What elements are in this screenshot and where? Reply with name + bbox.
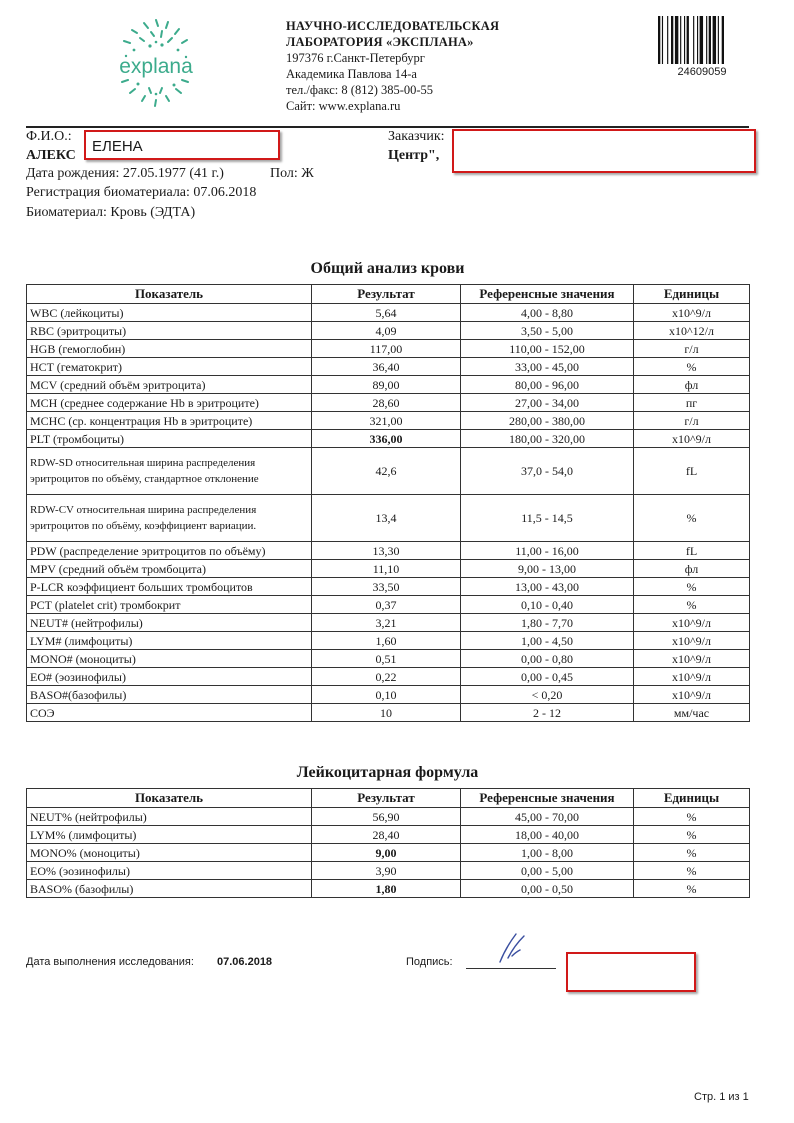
row-reference: 0,00 - 0,45	[461, 668, 634, 686]
row-reference: 1,80 - 7,70	[461, 614, 634, 632]
row-result: 0,37	[312, 596, 461, 614]
row-result: 56,90	[312, 808, 461, 826]
row-result: 33,50	[312, 578, 461, 596]
row-parameter: BASO% (базофилы)	[27, 880, 312, 898]
row-result: 36,40	[312, 358, 461, 376]
row-parameter: MONO# (моноциты)	[27, 650, 312, 668]
table-row	[27, 614, 750, 632]
row-result: 28,40	[312, 826, 461, 844]
row-unit: пг	[634, 394, 750, 412]
row-unit: %	[634, 596, 750, 614]
table-row	[27, 560, 750, 578]
table-row	[27, 430, 750, 448]
row-reference: 45,00 - 70,00	[461, 808, 634, 826]
row-result: 336,00	[312, 430, 461, 448]
row-result: 1,60	[312, 632, 461, 650]
row-reference: 9,00 - 13,00	[461, 560, 634, 578]
customer-center: Центр",	[388, 148, 440, 163]
row-unit: x10^9/л	[634, 650, 750, 668]
table-row	[27, 358, 750, 376]
row-unit: x10^12/л	[634, 322, 750, 340]
col-header-result: Результат	[312, 285, 461, 304]
table-row	[27, 650, 750, 668]
lab-name-line2: ЛАБОРАТОРИЯ «ЭКСПЛАНА»	[286, 35, 474, 49]
row-unit: мм/час	[634, 704, 750, 722]
row-reference: 4,00 - 8,80	[461, 304, 634, 322]
table-row	[27, 412, 750, 430]
row-parameter: PDW (распределение эритроцитов по объёму)	[27, 542, 312, 560]
row-result: 117,00	[312, 340, 461, 358]
row-parameter: MCH (среднее содержание Hb в эритроците)	[27, 394, 312, 412]
row-unit: г/л	[634, 412, 750, 430]
table-row	[27, 376, 750, 394]
leuko-title: Лейкоцитарная формула	[296, 764, 479, 781]
row-unit: x10^9/л	[634, 430, 750, 448]
table-row	[27, 448, 750, 495]
col-header-result: Результат	[312, 789, 461, 808]
row-unit: x10^9/л	[634, 668, 750, 686]
table-row	[27, 596, 750, 614]
row-reference: 27,00 - 34,00	[461, 394, 634, 412]
row-reference: 33,00 - 45,00	[461, 358, 634, 376]
row-parameter: MPV (средний объём тромбоцита)	[27, 560, 312, 578]
row-result: 1,80	[312, 880, 461, 898]
row-parameter: NEUT% (нейтрофилы)	[27, 808, 312, 826]
row-result: 28,60	[312, 394, 461, 412]
phone-line: тел./факс: 8 (812) 385-00-55	[286, 83, 434, 97]
row-unit: %	[634, 495, 750, 542]
row-parameter: MONO% (моноциты)	[27, 844, 312, 862]
table-row	[27, 632, 750, 650]
address-line1: 197376 г.Санкт-Петербург	[286, 51, 425, 65]
signature-line	[466, 968, 556, 969]
cbc-title: Общий анализ крови	[310, 260, 465, 277]
row-reference: 11,00 - 16,00	[461, 542, 634, 560]
row-reference: 13,00 - 43,00	[461, 578, 634, 596]
row-parameter: LYM% (лимфоциты)	[27, 826, 312, 844]
redacted-customer-box	[452, 129, 756, 173]
row-result: 0,10	[312, 686, 461, 704]
table-row	[27, 668, 750, 686]
row-reference: 0,00 - 0,50	[461, 880, 634, 898]
col-header-units: Единицы	[634, 285, 750, 304]
row-parameter: NEUT# (нейтрофилы)	[27, 614, 312, 632]
row-unit: fL	[634, 448, 750, 495]
row-result: 42,6	[312, 448, 461, 495]
completion-date-label: Дата выполнения исследования:	[26, 956, 194, 968]
row-reference: 3,50 - 5,00	[461, 322, 634, 340]
barcode-number: 24609059	[677, 66, 727, 78]
row-result: 11,10	[312, 560, 461, 578]
row-reference: 0,00 - 0,80	[461, 650, 634, 668]
table-row	[27, 322, 750, 340]
row-unit: x10^9/л	[634, 304, 750, 322]
lab-name-line1: НАУЧНО-ИССЛЕДОВАТЕЛЬСКАЯ	[286, 19, 500, 33]
row-parameter: MCHC (ср. концентрация Hb в эритроците)	[27, 412, 312, 430]
page-number: Стр. 1 из 1	[694, 1091, 749, 1103]
row-result: 5,64	[312, 304, 461, 322]
row-unit: %	[634, 880, 750, 898]
row-parameter: СОЭ	[27, 704, 312, 722]
table-row	[27, 686, 750, 704]
table-row	[27, 578, 750, 596]
address-line2: Академика Павлова 14-а	[286, 67, 417, 81]
fio-label: Ф.И.О.:	[26, 129, 72, 144]
row-reference: 1,00 - 4,50	[461, 632, 634, 650]
biomaterial: Биоматериал: Кровь (ЭДТА)	[26, 205, 196, 220]
row-parameter: PCT (platelet crit) тромбокрит	[27, 596, 312, 614]
row-parameter: HGB (гемоглобин)	[27, 340, 312, 358]
row-reference: 0,10 - 0,40	[461, 596, 634, 614]
row-result: 4,09	[312, 322, 461, 340]
table-row	[27, 542, 750, 560]
cbc-table	[26, 284, 750, 722]
col-header-parameter: Показатель	[27, 789, 312, 808]
row-result: 13,30	[312, 542, 461, 560]
table-row	[27, 340, 750, 358]
patient-sex: Пол: Ж	[270, 166, 314, 181]
logo-text: explana	[119, 55, 193, 78]
row-reference: 0,00 - 5,00	[461, 862, 634, 880]
row-result: 10	[312, 704, 461, 722]
row-parameter: RDW-SD относительная ширина распределения эритроцитов по объёму, стандартное отклонение	[27, 448, 312, 495]
birth-date: Дата рождения: 27.05.1977 (41 г.)	[26, 166, 224, 181]
row-parameter: WBC (лейкоциты)	[27, 304, 312, 322]
row-unit: г/л	[634, 340, 750, 358]
row-reference: 11,5 - 14,5	[461, 495, 634, 542]
customer-label: Заказчик:	[388, 129, 445, 144]
row-result: 0,22	[312, 668, 461, 686]
row-reference: 280,00 - 380,00	[461, 412, 634, 430]
row-reference: 37,0 - 54,0	[461, 448, 634, 495]
leuko-table	[26, 788, 750, 898]
row-parameter: LYM# (лимфоциты)	[27, 632, 312, 650]
table-row	[27, 304, 750, 322]
row-parameter: EO% (эозинофилы)	[27, 862, 312, 880]
row-unit: %	[634, 808, 750, 826]
row-reference: 1,00 - 8,00	[461, 844, 634, 862]
row-unit: x10^9/л	[634, 686, 750, 704]
row-reference: 180,00 - 320,00	[461, 430, 634, 448]
table-row	[27, 844, 750, 862]
col-header-parameter: Показатель	[27, 285, 312, 304]
col-header-units: Единицы	[634, 789, 750, 808]
col-header-reference: Референсные значения	[461, 789, 634, 808]
row-parameter: HCT (гематокрит)	[27, 358, 312, 376]
row-parameter: EO# (эозинофилы)	[27, 668, 312, 686]
row-parameter: P-LCR коэффициент больших тромбоцитов	[27, 578, 312, 596]
row-unit: %	[634, 844, 750, 862]
patient-surname: АЛЕКС	[26, 148, 76, 163]
table-row	[27, 808, 750, 826]
table-header-row	[27, 789, 750, 808]
row-unit: fL	[634, 542, 750, 560]
table-header-row	[27, 285, 750, 304]
site-line: Сайт: www.explana.ru	[286, 99, 401, 113]
row-unit: фл	[634, 376, 750, 394]
table-row	[27, 826, 750, 844]
row-parameter: PLT (тромбоциты)	[27, 430, 312, 448]
table-row	[27, 880, 750, 898]
row-unit: x10^9/л	[634, 614, 750, 632]
row-result: 13,4	[312, 495, 461, 542]
patient-first-name: ЕЛЕНА	[92, 138, 143, 155]
signature-label: Подпись:	[406, 956, 453, 968]
table-row	[27, 394, 750, 412]
table-row	[27, 862, 750, 880]
row-unit: фл	[634, 560, 750, 578]
row-result: 9,00	[312, 844, 461, 862]
barcode-icon	[658, 16, 742, 64]
row-reference: 80,00 - 96,00	[461, 376, 634, 394]
row-reference: 2 - 12	[461, 704, 634, 722]
row-parameter: MCV (средний объём эритроцита)	[27, 376, 312, 394]
row-result: 0,51	[312, 650, 461, 668]
table-row	[27, 704, 750, 722]
table-row	[27, 495, 750, 542]
row-unit: %	[634, 826, 750, 844]
lab-contact-block	[286, 18, 499, 114]
completion-date-value: 07.06.2018	[217, 956, 273, 968]
registration-date: Регистрация биоматериала: 07.06.2018	[26, 185, 257, 200]
row-reference: < 0,20	[461, 686, 634, 704]
row-unit: %	[634, 862, 750, 880]
row-reference: 18,00 - 40,00	[461, 826, 634, 844]
redacted-signature-box	[566, 952, 696, 992]
row-unit: %	[634, 358, 750, 376]
row-unit: %	[634, 578, 750, 596]
row-unit: x10^9/л	[634, 632, 750, 650]
signature-scribble	[494, 928, 530, 968]
row-reference: 110,00 - 152,00	[461, 340, 634, 358]
explana-logo	[104, 16, 208, 112]
col-header-reference: Референсные значения	[461, 285, 634, 304]
row-result: 3,21	[312, 614, 461, 632]
row-result: 321,00	[312, 412, 461, 430]
row-result: 89,00	[312, 376, 461, 394]
redacted-name-box	[84, 130, 280, 160]
row-result: 3,90	[312, 862, 461, 880]
row-parameter: RBC (эритроциты)	[27, 322, 312, 340]
row-parameter: BASO#(базофилы)	[27, 686, 312, 704]
row-parameter: RDW-CV относительная ширина распределения эритроцитов по объёму, коэффициент вариации.	[27, 495, 312, 542]
